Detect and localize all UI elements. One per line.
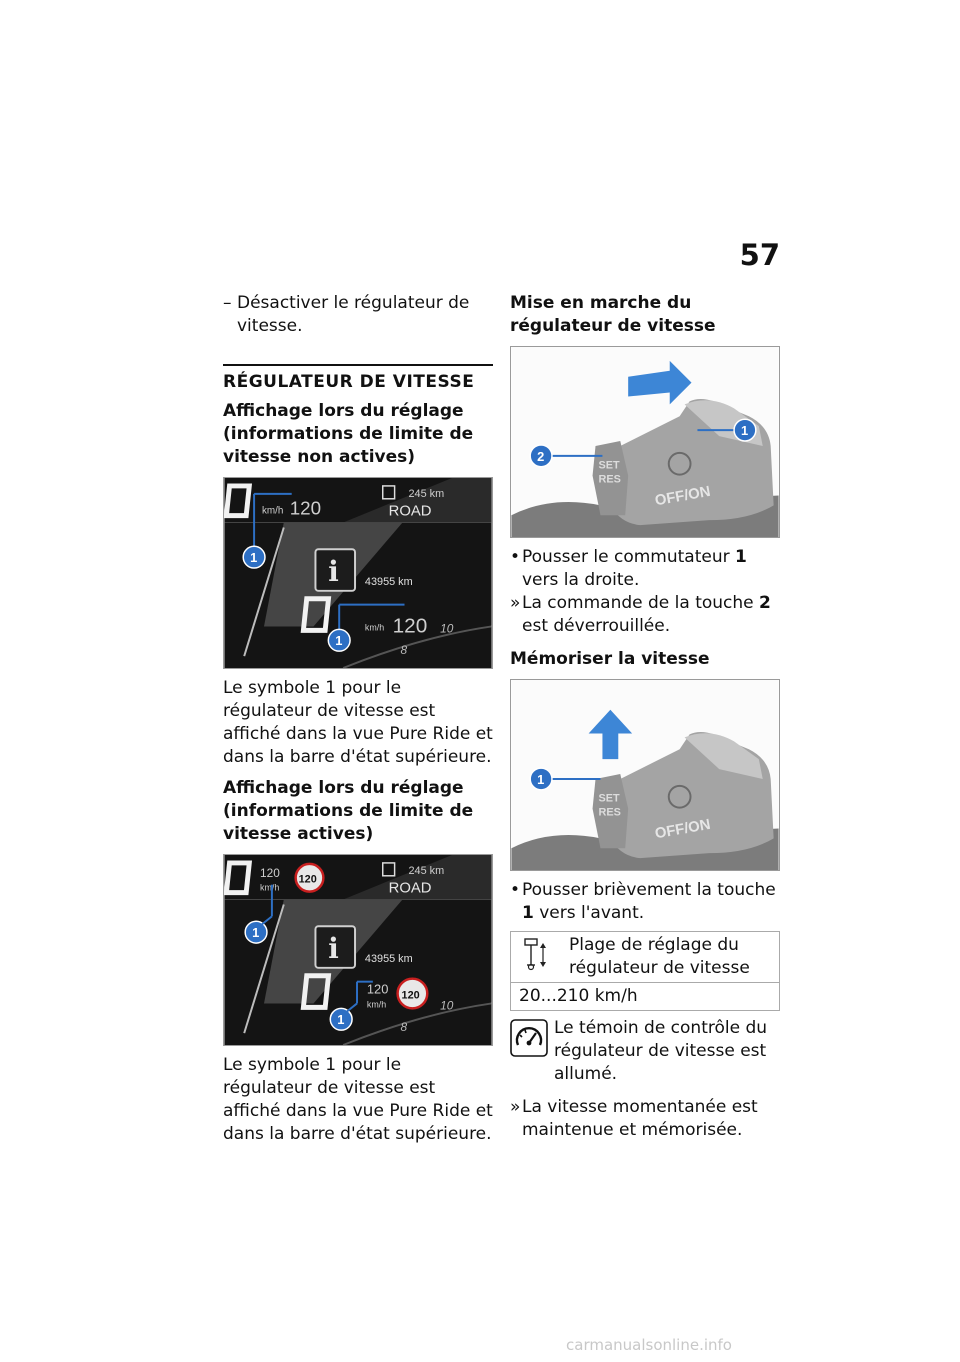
range-text: 245 km	[408, 864, 445, 877]
heading-display-inactive: Affichage lors du réglage (informations de limite de vitesse non actives)	[223, 401, 474, 467]
heading-activation: Mise en marche du régulateur de vitesse	[510, 293, 716, 336]
tick-8-text: 8	[400, 1020, 408, 1035]
dashboard-figure-active	[223, 854, 493, 1046]
speed-unit-text: km/h	[260, 882, 280, 893]
indicator-text: Le témoin de contrôle du régulateur de vitesse est allumé.	[554, 1018, 768, 1084]
res-label: RES	[598, 473, 621, 486]
callout-1-lower-text: 1	[337, 1012, 345, 1028]
callout-2-text: 2	[537, 448, 545, 464]
indicator-note	[510, 1017, 780, 1086]
offon-label: OFF/ON	[653, 816, 712, 843]
switch-figure-memorize	[510, 679, 780, 871]
section-title: RÉGULATEUR DE VITESSE	[223, 372, 475, 392]
tick-8-text: 8	[400, 643, 408, 658]
dashboard-figure-inactive	[223, 477, 493, 669]
para-active: Le symbole 1 pour le régulateur de vitesse est affiché dans la vue Pure Ride et dans la barre d'état supérieure.	[223, 1055, 493, 1144]
range-gauge-icon	[523, 937, 549, 971]
cruise-control-indicator-icon	[510, 1019, 548, 1057]
spec-icon-cell	[511, 932, 562, 983]
speed-value-lower-text: 120	[366, 981, 389, 997]
para-inactive: Le symbole 1 pour le régulateur de vitesse est affiché dans la vue Pure Ride et dans la barre d'état supérieure.	[223, 678, 493, 767]
info-icon: i	[328, 554, 339, 588]
heading-display-active: Affichage lors du réglage (informations de limite de vitesse actives)	[223, 778, 474, 844]
callout-1-text: 1	[740, 423, 749, 439]
mode-text: ROAD	[388, 503, 432, 520]
intro-bullet	[223, 292, 493, 338]
callout-1-text: 1	[250, 550, 258, 566]
step-push-button: • Pousser brièvement la touche 1 vers l'avant.	[510, 880, 776, 923]
odometer-text: 43955 km	[364, 575, 413, 588]
spec-value: 20...210 km/h	[511, 983, 780, 1011]
right-column	[510, 292, 780, 1142]
dash-marker: –	[223, 293, 232, 313]
result-maintained: » La vitesse momentanée est maintenue et mémorisée.	[510, 1097, 758, 1140]
left-column	[223, 292, 493, 1146]
callout-1-lower-text: 1	[335, 633, 343, 649]
speed-value-text: 120	[289, 497, 322, 519]
spec-table	[510, 931, 780, 1011]
callout-1-text: 1	[537, 771, 545, 787]
res-label: RES	[598, 806, 621, 819]
tick-10-text: 10	[440, 621, 454, 636]
range-text: 245 km	[408, 487, 445, 500]
result-unlocked: » La commande de la touche 2 est déverrouillée.	[510, 593, 771, 636]
heading-memorize: Mémoriser la vitesse	[510, 649, 710, 669]
page-number: 57	[739, 238, 780, 272]
offon-label: OFF/ON	[653, 483, 712, 510]
switch-figure-activate	[510, 346, 780, 538]
watermark: carmanualsonline.info	[566, 1336, 732, 1354]
speed-value-text: 120	[260, 865, 280, 880]
spec-label: Plage de réglage du régulateur de vitesse	[561, 932, 780, 983]
step-push-switch: • Pousser le commutateur 1 vers la droite.	[510, 547, 747, 590]
info-icon: i	[328, 931, 339, 965]
speed-sign-text: 120	[298, 873, 317, 886]
speed-unit-lower-text: km/h	[366, 999, 387, 1010]
speed-unit-lower-text: km/h	[364, 622, 385, 633]
tick-10-text: 10	[440, 998, 454, 1013]
intro-bullet-text: Désactiver le régulateur de vitesse.	[237, 293, 470, 336]
speed-sign-lower-text: 120	[401, 989, 420, 1002]
speed-value-lower-text: 120	[392, 614, 428, 638]
callout-1-text: 1	[252, 925, 260, 941]
speed-unit-text: km/h	[262, 505, 284, 517]
mode-text: ROAD	[388, 880, 432, 897]
section-divider	[223, 364, 493, 366]
set-label: SET	[598, 459, 620, 472]
odometer-text: 43955 km	[364, 952, 413, 965]
set-label: SET	[598, 792, 620, 805]
